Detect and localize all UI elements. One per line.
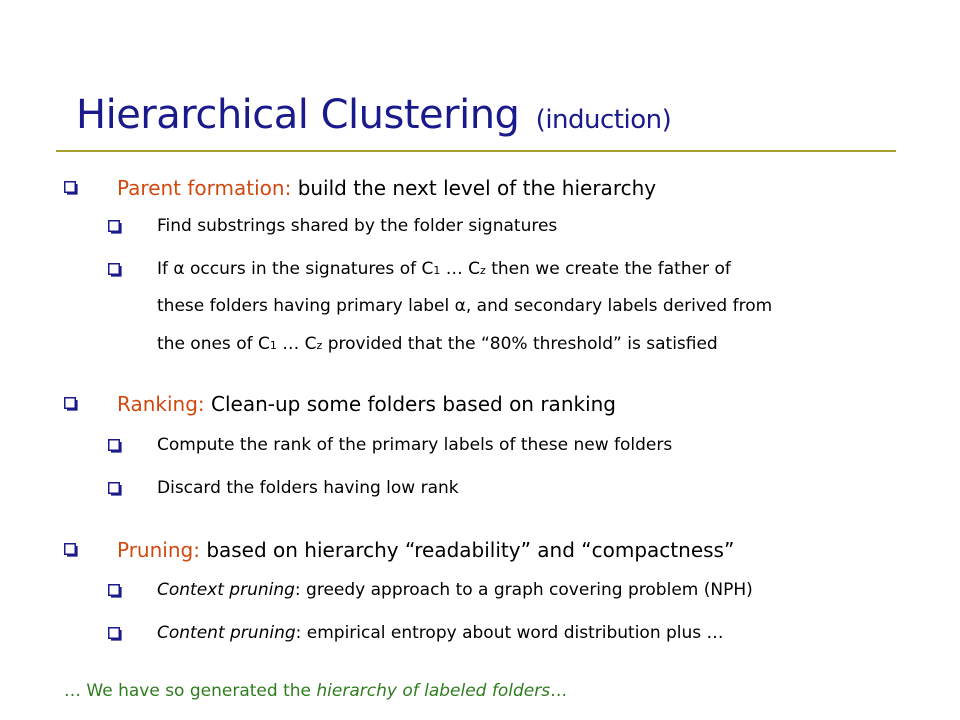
title-main: Hierarchical Clustering: [76, 92, 520, 138]
checkbox-bullet-icon: [108, 220, 122, 234]
alpha-symbol: α: [173, 259, 185, 279]
alpha-symbol: α: [454, 296, 466, 316]
checkbox-bullet-icon: [108, 439, 122, 453]
bullet-lead: Parent formation:: [117, 176, 292, 200]
sub-bullet-text-line1: If α occurs in the signatures of C1 … Cz then we create the father of: [157, 259, 731, 279]
footer-note: … We have so generated the hierarchy of labeled folders…: [64, 681, 568, 701]
checkbox-bullet-icon: [64, 543, 78, 557]
checkbox-bullet-icon: [108, 627, 122, 641]
sub-bullet-text: Discard the folders having low rank: [157, 478, 459, 498]
sub-bullet-text: Compute the rank of the primary labels of these new folders: [157, 435, 673, 455]
bullet-lead: Ranking:: [117, 392, 205, 416]
sub-bullet-text: Find substrings shared by the folder signatures: [157, 216, 558, 236]
bullet-text: based on hierarchy “readability” and “compactness”: [206, 538, 735, 562]
bullet-text: build the next level of the hierarchy: [297, 176, 657, 200]
slide-title: [76, 92, 671, 138]
checkbox-bullet-icon: [108, 584, 122, 598]
checkbox-bullet-icon: [64, 397, 78, 411]
checkbox-bullet-icon: [108, 263, 122, 277]
checkbox-bullet-icon: [64, 181, 78, 195]
bullet-text: Clean-up some folders based on ranking: [211, 392, 616, 416]
checkbox-bullet-icon: [108, 482, 122, 496]
sub-bullet-text: Content pruning: empirical entropy about word distribution plus …: [157, 623, 724, 643]
bullet-lead: Pruning:: [117, 538, 200, 562]
sub-bullet-text-line3: the ones of C1 … Cz provided that the “80% threshold” is satisfied: [157, 334, 718, 354]
sub-bullet-text: Context pruning: greedy approach to a graph covering problem (NPH): [157, 580, 753, 600]
title-subtitle: (induction): [535, 105, 672, 135]
sub-bullet-text-line2: these folders having primary label α, and secondary labels derived from: [157, 296, 773, 316]
title-divider: [56, 150, 896, 152]
